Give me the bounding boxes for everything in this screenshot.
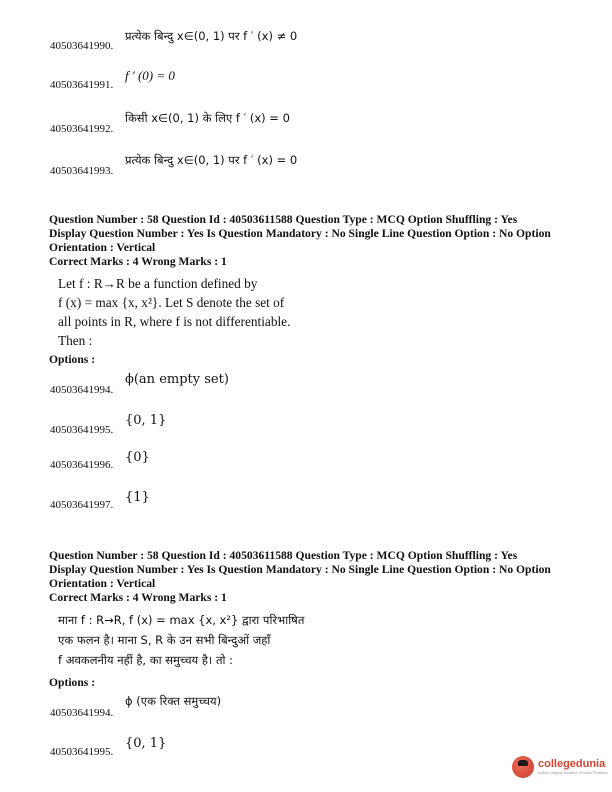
option-text: प्रत्येक बिन्दु x∈(0, 1) पर f ′ (x) = 0: [125, 153, 298, 167]
marks-line: Correct Marks : 4 Wrong Marks : 1: [49, 591, 227, 604]
option-text: {0}: [125, 450, 150, 465]
question-line: माना f : R→R, f (x) = max {x, x²} द्वारा परिभाषित: [58, 613, 305, 627]
question-text: [58, 610, 318, 670]
question-line: all points in R, where f is not differentiable.: [58, 314, 291, 329]
question-line: Then :: [58, 333, 93, 348]
option-number: 40503641993.: [50, 165, 114, 177]
graduation-cap-icon: [512, 756, 534, 778]
option-text: {1}: [125, 490, 150, 505]
option-number: 40503641991.: [50, 79, 114, 91]
option-text: {0, 1}: [125, 736, 167, 751]
meta-line: Orientation : Vertical: [49, 241, 156, 254]
options-label: Options :: [49, 676, 96, 689]
options-label: Options :: [49, 353, 96, 366]
question-meta: [49, 213, 589, 269]
option-text: किसी x∈(0, 1) के लिए f ′ (x) = 0: [125, 111, 290, 125]
meta-line: Question Number : 58 Question Id : 40503611588 Question Type : MCQ Option Shuffling : Yes: [49, 213, 518, 226]
option-number: 40503641997.: [50, 499, 114, 511]
option-number: 40503641996.: [50, 459, 114, 471]
meta-line: Question Number : 58 Question Id : 40503611588 Question Type : MCQ Option Shuffling : Yes: [49, 549, 518, 562]
option-number: 40503641995.: [50, 424, 114, 436]
meta-line: Orientation : Vertical: [49, 577, 156, 590]
option-number: 40503641994.: [50, 384, 114, 396]
option-text: ϕ (एक रिक्त समुच्चय): [125, 694, 222, 708]
question-line: एक फलन है। माना S, R के उन सभी बिन्दुओं जहाँ: [58, 633, 271, 647]
marks-line: Correct Marks : 4 Wrong Marks : 1: [49, 255, 227, 268]
option-text: प्रत्येक बिन्दु x∈(0, 1) पर f ′ (x) ≠ 0: [125, 29, 298, 43]
option-number: 40503641992.: [50, 123, 114, 135]
option-text: f ′ (0) = 0: [125, 68, 175, 83]
meta-line: Display Question Number : Yes Is Question Mandatory : No Single Line Question Option : No Option: [49, 227, 551, 240]
logo-tagline: India's largest Student Review Platform: [538, 770, 608, 775]
option-number: 40503641995.: [50, 746, 114, 758]
question-line: f (x) = max {x, x²}. Let S denote the set of: [58, 295, 285, 310]
question-meta: [49, 549, 589, 605]
question-text: [58, 274, 308, 350]
logo-brand: collegedunia: [538, 758, 606, 770]
option-number: 40503641990.: [50, 40, 114, 52]
meta-line: Display Question Number : Yes Is Question Mandatory : No Single Line Question Option : No Option: [49, 563, 551, 576]
option-number: 40503641994.: [50, 707, 114, 719]
option-text: ϕ(an empty set): [125, 372, 229, 387]
question-line: f अवकलनीय नहीं है, का समुच्चय है। तो :: [58, 653, 234, 667]
question-line: Let f : R→R be a function defined by: [58, 276, 258, 291]
option-text: {0, 1}: [125, 413, 167, 428]
collegedunia-logo: [512, 756, 608, 778]
